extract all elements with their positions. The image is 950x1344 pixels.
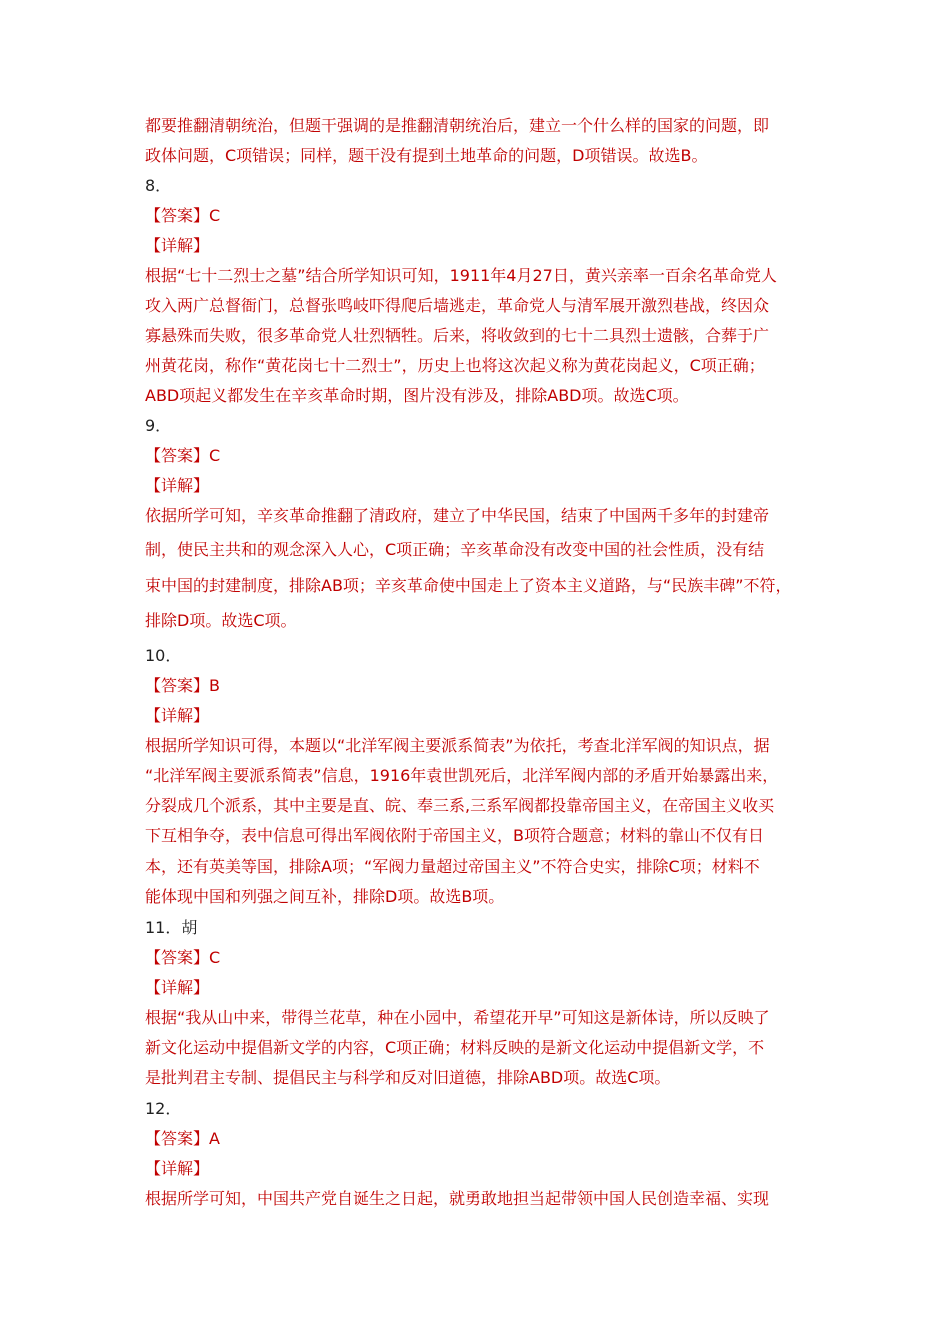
answer-label: 【答案】B xyxy=(145,676,220,695)
explanation-heading: 【详解】 xyxy=(145,1159,210,1178)
paragraph-line: “北洋军阀主要派系简表”信息，1916年袁世凯死后，北洋军阀内部的矛盾开始暴露出来， xyxy=(145,766,779,785)
paragraph-line: 下互相争夺，表中信息可得出军阀依附于帝国主义，B项符合题意；材料的靠山不仅有日 xyxy=(145,826,764,845)
paragraph-line: 寡悬殊而失败，很多革命党人壮烈牺牲。后来，将收敛到的七十二具烈士遗骸，合葬于广 xyxy=(145,326,770,345)
answer-label: 【答案】A xyxy=(145,1129,220,1148)
paragraph-line: 根据所学知识可得，本题以“北洋军阀主要派系简表”为依托，考查北洋军阀的知识点，据 xyxy=(145,736,770,755)
paragraph-line: 州黄花岗，称作“黄花岗七十二烈士”，历史上也将这次起义称为黄花岗起义，C项正确； xyxy=(145,356,765,375)
paragraph-line: 政体问题，C项错误；同样，题干没有提到土地革命的问题，D项错误。故选B。 xyxy=(145,146,708,165)
answer-label: 【答案】C xyxy=(145,948,221,967)
explanation-heading: 【详解】 xyxy=(145,236,210,255)
paragraph-line: 新文化运动中提倡新文学的内容，C项正确；材料反映的是新文化运动中提倡新文学，不 xyxy=(145,1038,765,1057)
paragraph-line: 能体现中国和列强之间互补，排除D项。故选B项。 xyxy=(145,887,505,906)
question-number: 11．胡 xyxy=(145,918,198,937)
paragraph-line: 根据“我从山中来，带得兰花草，种在小园中，希望花开早”可知这是新体诗，所以反映了 xyxy=(145,1008,770,1027)
paragraph-line: 本，还有英美等国，排除A项；“军阀力量超过帝国主义”不符合史实，排除C项；材料不 xyxy=(145,857,760,876)
paragraph-line: ABD项起义都发生在辛亥革命时期，图片没有涉及，排除ABD项。故选C项。 xyxy=(145,386,689,405)
paragraph-line: 束中国的封建制度，排除AB项；辛亥革命使中国走上了资本主义道路，与“民族丰碑”不符， xyxy=(145,576,792,595)
paragraph-line: 分裂成几个派系，其中主要是直、皖、奉三系,三系军阀都投靠帝国主义，在帝国主义收买 xyxy=(145,796,775,815)
question-number: 8． xyxy=(145,176,172,195)
answer-label: 【答案】C xyxy=(145,206,221,225)
paragraph-line: 是批判君主专制、提倡民主与科学和反对旧道德，排除ABD项。故选C项。 xyxy=(145,1068,671,1087)
paragraph-line: 攻入两广总督衙门，总督张鸣岐吓得爬后墙逃走，革命党人与清军展开激烈巷战，终因众 xyxy=(145,296,770,315)
paragraph-line: 根据所学可知，中国共产党自诞生之日起，就勇敢地担当起带领中国人民创造幸福、实现 xyxy=(145,1189,770,1208)
paragraph-line: 都要推翻清朝统治，但题干强调的是推翻清朝统治后，建立一个什么样的国家的问题，即 xyxy=(145,116,770,135)
paragraph-line: 依据所学可知，辛亥革命推翻了清政府，建立了中华民国，结束了中国两千多年的封建帝 xyxy=(145,506,770,525)
question-number: 12． xyxy=(145,1099,182,1118)
question-number: 10． xyxy=(145,646,182,665)
explanation-heading: 【详解】 xyxy=(145,706,210,725)
explanation-heading: 【详解】 xyxy=(145,476,210,495)
paragraph-line: 排除D项。故选C项。 xyxy=(145,611,297,630)
explanation-heading: 【详解】 xyxy=(145,978,210,997)
question-number: 9． xyxy=(145,416,172,435)
paragraph-line: 制，使民主共和的观念深入人心，C项正确；辛亥革命没有改变中国的社会性质，没有结 xyxy=(145,540,765,559)
paragraph-line: 根据“七十二烈士之墓”结合所学知识可知，1911年4月27日，黄兴亲率一百余名革命党人 xyxy=(145,266,777,285)
answer-label: 【答案】C xyxy=(145,446,221,465)
